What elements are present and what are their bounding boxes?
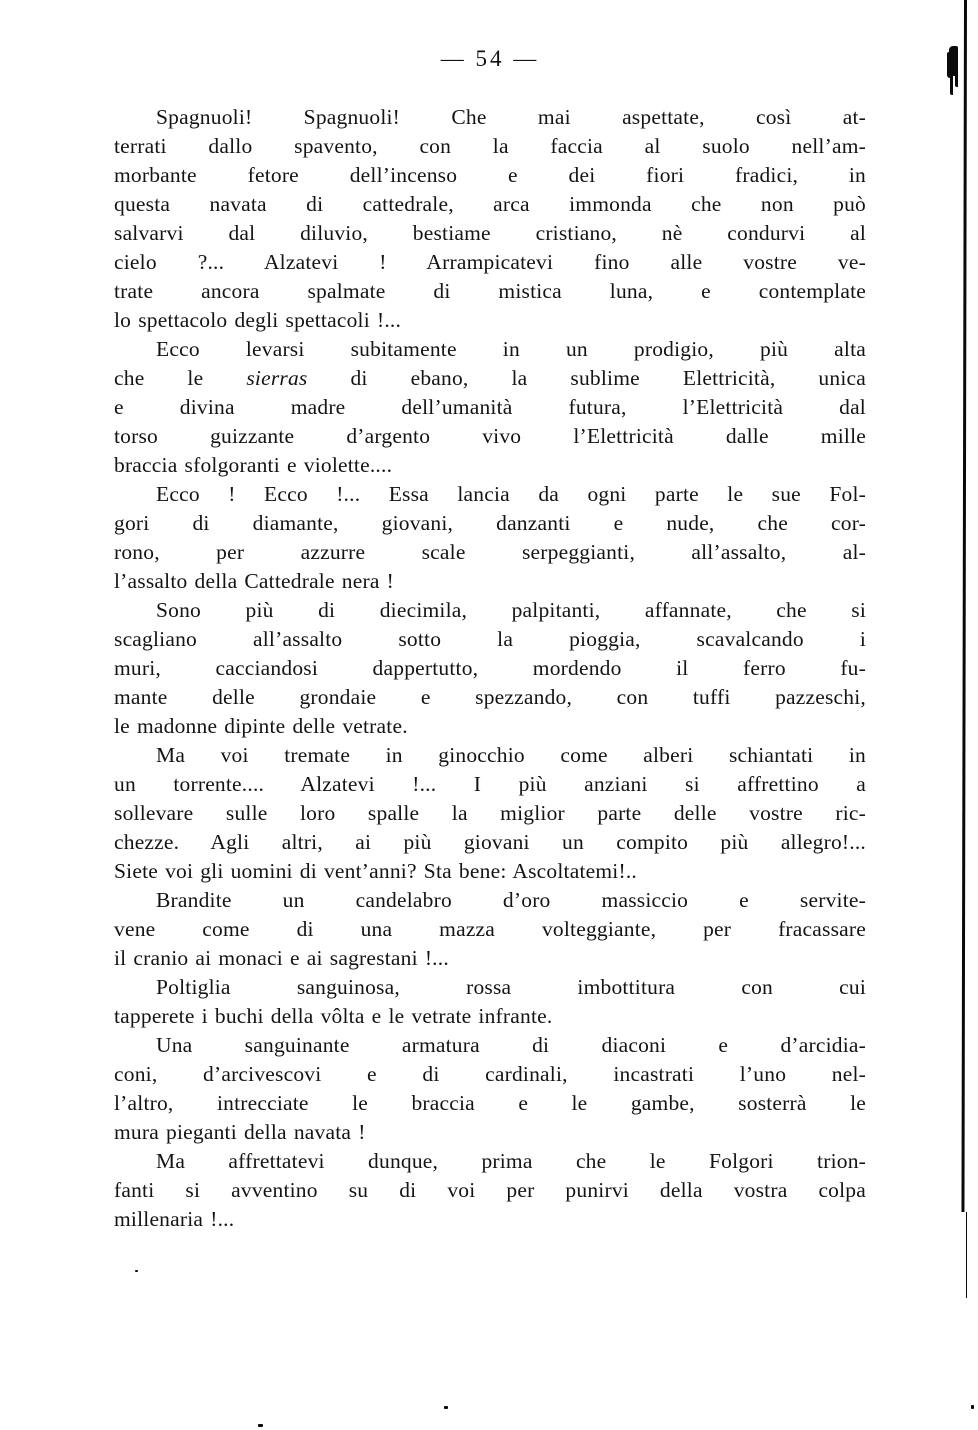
paragraph [114,886,866,973]
text-line: trate ancora spalmate di mistica luna, e contemplate [114,279,866,303]
text-line: lo spettacolo degli spettacoli !... [114,308,402,332]
text-line: torso guizzante d’argento vivo l’Elettricità dalle mille [114,424,866,448]
text-line: vene come di una mazza volteggiante, per fracassare [114,917,866,941]
text-line: Siete voi gli uomini di vent’anni? Sta bene: Ascoltatemi!.. [114,859,637,883]
text-line: scagliano all’assalto sotto la pioggia, scavalcando i [114,627,866,651]
text-line: tapperete i buchi della vôlta e le vetrate infrante. [114,1004,553,1028]
text-line: Ma affrettatevi dunque, prima che le Folgori trion- [156,1149,866,1173]
text-line: Sono più di diecimila, palpitanti, affannate, che si [156,598,866,622]
paragraph [114,335,866,480]
scan-speck [258,1424,263,1427]
text-line: terrati dallo spavento, con la faccia al suolo nell’am- [114,134,866,158]
text-block [114,103,866,1234]
text-line: salvarvi dal diluvio, bestiame cristiano, nè condurvi al [114,221,866,245]
text-line: Poltiglia sanguinosa, rossa imbottitura con cui [156,975,866,999]
text-line: millenaria !... [114,1207,235,1231]
paragraph [114,103,866,335]
text-line: Ecco levarsi subitamente in un prodigio, più alta [156,337,866,361]
text-line: sollevare sulle loro spalle la miglior parte delle vostre ric- [114,801,866,825]
text-line: l’assalto della Cattedrale nera ! [114,569,395,593]
text-line: mante delle grondaie e spezzando, con tuffi pazzeschi, [114,685,866,709]
text-line: coni, d’arcivescovi e di cardinali, incastrati l’uno nel- [114,1062,866,1086]
text-line: braccia sfolgoranti e violette.... [114,453,393,477]
text-line: rono, per azzurre scale serpeggianti, all’assalto, al- [114,540,866,564]
paragraph [114,1147,866,1234]
text-line: Ma voi tremate in ginocchio come alberi schiantati in [156,743,866,767]
text-line: gori di diamante, giovani, danzanti e nude, che cor- [114,511,866,535]
text-line: cielo ?... Alzatevi ! Arrampicatevi fino alle vostre ve- [114,250,866,274]
text-line: chezze. Agli altri, ai più giovani un compito più allegro!... [114,830,866,854]
text-line: Brandite un candelabro d’oro massiccio e servite- [156,888,866,912]
ink-blot-artifact [949,46,958,76]
scan-edge-line-thin-artifact [966,1212,967,1298]
text-line: che le sierras di ebano, la sublime Elettricità, unica [114,366,866,390]
page-number: — 54 — [440,46,540,71]
paragraph [114,741,866,886]
paragraph [114,480,866,596]
text-line: e divina madre dell’umanità futura, l’Elettricità dal [114,395,866,419]
scan-speck [444,1406,448,1409]
text-line: Spagnuoli! Spagnuoli! Che mai aspettate, così at- [156,105,866,129]
text-line: un torrente.... Alzatevi !... I più anziani si affrettino a [114,772,866,796]
text-line: fanti si avventino su di voi per punirvi della vostra colpa [114,1178,866,1202]
scan-speck [971,1405,974,1409]
text-line: l’altro, intrecciate le braccia e le gambe, sosterrà le [114,1091,866,1115]
paragraph [114,1031,866,1147]
text-line: Ecco ! Ecco !... Essa lancia da ogni parte le sue Fol- [156,482,866,506]
text-line: il cranio ai monaci e ai sagrestani !... [114,946,449,970]
text-line: morbante fetore dell’incenso e dei fiori fradici, in [114,163,866,187]
scan-edge-line-artifact [961,0,966,1212]
scan-speck [135,1270,138,1272]
text-line: muri, cacciandosi dappertutto, mordendo il ferro fu- [114,656,866,680]
text-line: le madonne dipinte delle vetrate. [114,714,408,738]
paragraph [114,973,866,1031]
paragraph [114,596,866,741]
text-line: Una sanguinante armatura di diaconi e d’arcidia- [156,1033,866,1057]
text-line: questa navata di cattedrale, arca immonda che non può [114,192,866,216]
text-line: mura pieganti della navata ! [114,1120,366,1144]
